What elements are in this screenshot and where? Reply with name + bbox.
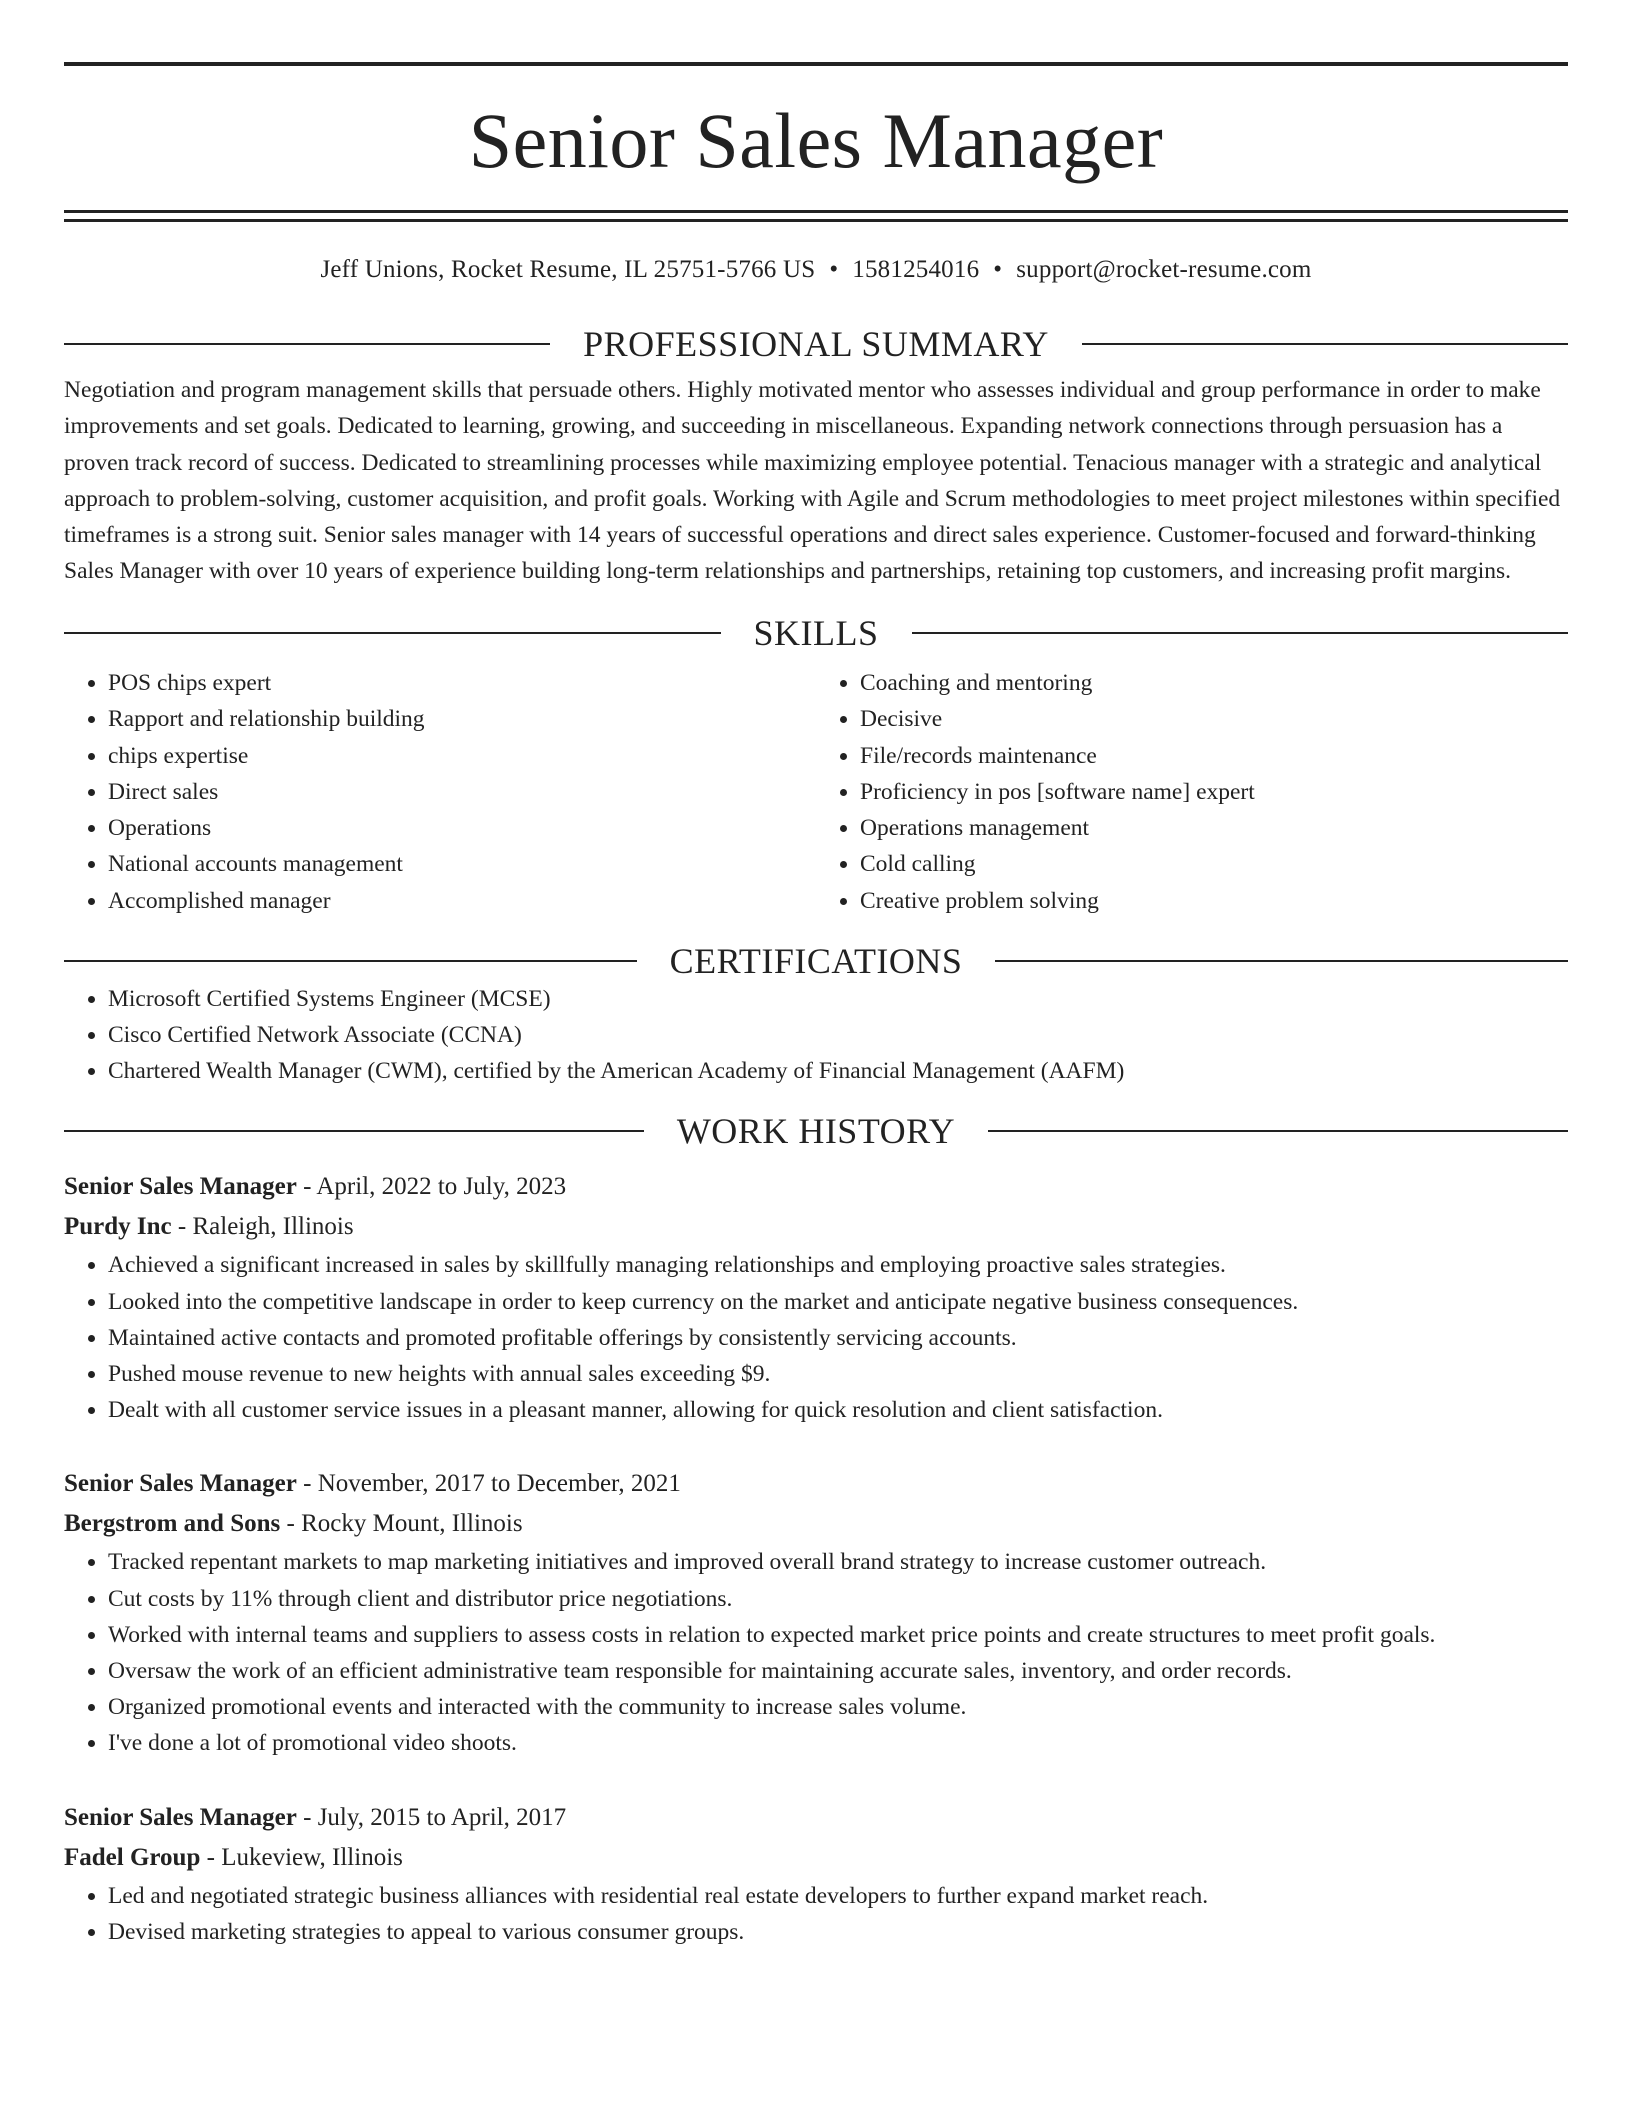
skill-item: • National accounts management xyxy=(108,846,816,882)
skill-item: • Proficiency in pos [software name] expert xyxy=(860,774,1568,810)
section-rule xyxy=(64,1130,644,1132)
section-rule xyxy=(1082,343,1568,345)
job-bullet: • Tracked repentant markets to map marketing initiatives and improved overall brand strategy to increase customer outreach. xyxy=(108,1544,1568,1580)
job-title-line xyxy=(64,1798,1568,1838)
contact-phone: 1581254016 xyxy=(852,256,980,283)
skills-right-list xyxy=(816,665,1568,918)
work-history-list xyxy=(64,1167,1568,1950)
skills-column-right xyxy=(816,665,1568,918)
skill-item: • File/records maintenance xyxy=(860,738,1568,774)
job-bullets xyxy=(64,1544,1568,1761)
certification-item: • Cisco Certified Network Associate (CCNA) xyxy=(108,1017,1568,1053)
job-dates: - July, 2015 to April, 2017 xyxy=(296,1803,567,1831)
job-bullet: • I've done a lot of promotional video shoots. xyxy=(108,1725,1568,1761)
skill-item: • chips expertise xyxy=(108,738,816,774)
skills-left-list xyxy=(64,665,816,918)
contact-line xyxy=(64,256,1568,284)
section-rule xyxy=(64,960,637,962)
job-company: Purdy Inc xyxy=(64,1213,172,1241)
job-entry xyxy=(64,1167,1568,1428)
contact-separator: • xyxy=(829,256,839,283)
job-company: Bergstrom and Sons xyxy=(64,1510,281,1538)
job-bullet: • Cut costs by 11% through client and distributor price negotiations. xyxy=(108,1581,1568,1617)
skill-item: • Accomplished manager xyxy=(108,883,816,919)
summary-heading: PROFESSIONAL SUMMARY xyxy=(583,324,1049,364)
certifications-list xyxy=(64,981,1568,1090)
section-rule xyxy=(64,343,550,345)
summary-text: Negotiation and program management skills that persuade others. Highly motivated mentor who assesses individual and group performance in order to make improvements and set goals. Dedicated to learning, growing, and succeeding in miscellaneous. Expanding network connections through persuasion has a proven track record of success. Dedicated to streamlining processes while maximizing employee potential. Tenacious manager with a strategic and analytical approach to problem-solving, customer acquisition, and profit goals. Working with Agile and Scrum methodologies to meet project milestones within specified timeframes is a strong suit. Senior sales manager with 14 years of successful operations and direct sales experience. Customer-focused and forward-thinking Sales Manager with over 10 years of experience building long-term relationships and partnerships, retaining top customers, and increasing profit margins. xyxy=(64,377,1561,585)
job-company-line xyxy=(64,1207,1568,1247)
job-bullets xyxy=(64,1878,1568,1950)
job-entry xyxy=(64,1464,1568,1761)
work-history-heading: WORK HISTORY xyxy=(676,1111,956,1152)
job-title-line xyxy=(64,1167,1568,1207)
skills-heading: SKILLS xyxy=(753,613,879,654)
skill-item: • Operations management xyxy=(860,810,1568,846)
top-rule xyxy=(64,62,1568,66)
section-rule xyxy=(912,632,1569,634)
job-role: Senior Sales Manager xyxy=(64,1803,297,1831)
job-dates: - November, 2017 to December, 2021 xyxy=(296,1470,681,1498)
job-bullet: • Pushed mouse revenue to new heights with annual sales exceeding $9. xyxy=(108,1356,1568,1392)
job-location: - Rocky Mount, Illinois xyxy=(280,1510,523,1538)
job-role: Senior Sales Manager xyxy=(64,1173,297,1201)
job-bullet: • Looked into the competitive landscape in order to keep currency on the market and anticipate negative business consequences. xyxy=(108,1284,1568,1320)
summary-section-header xyxy=(64,324,1568,364)
certification-item: • Microsoft Certified Systems Engineer (MCSE) xyxy=(108,981,1568,1017)
skill-item: • Direct sales xyxy=(108,774,816,810)
job-company: Fadel Group xyxy=(64,1843,201,1871)
resume-title: Senior Sales Manager xyxy=(468,97,1164,184)
contact-separator: • xyxy=(993,256,1003,283)
section-rule xyxy=(995,960,1568,962)
skills-list xyxy=(64,665,1568,918)
job-company-line xyxy=(64,1504,1568,1544)
job-bullet: • Maintained active contacts and promoted profitable offerings by consistently servicing accounts. xyxy=(108,1320,1568,1356)
job-bullet: • Dealt with all customer service issues in a pleasant manner, allowing for quick resolution and client satisfaction. xyxy=(108,1392,1568,1428)
skill-item: • Operations xyxy=(108,810,816,846)
contact-email[interactable]: support@rocket-resume.com xyxy=(1016,256,1312,283)
job-dates: - April, 2022 to July, 2023 xyxy=(296,1173,567,1201)
job-entry xyxy=(64,1798,1568,1950)
section-rule xyxy=(988,1130,1568,1132)
certifications-heading: CERTIFICATIONS xyxy=(669,940,963,981)
certifications-section-header xyxy=(64,941,1568,981)
job-bullet: • Devised marketing strategies to appeal to various consumer groups. xyxy=(108,1914,1568,1950)
job-bullets xyxy=(64,1247,1568,1428)
job-company-line xyxy=(64,1838,1568,1878)
job-bullet: • Worked with internal teams and suppliers to assess costs in relation to expected market price points and create structures to meet profit goals. xyxy=(108,1617,1568,1653)
job-bullet: • Led and negotiated strategic business alliances with residential real estate developers to further expand market reach. xyxy=(108,1878,1568,1914)
job-title-line xyxy=(64,1464,1568,1504)
job-location: - Raleigh, Illinois xyxy=(171,1213,354,1241)
work-history-section-header xyxy=(64,1111,1568,1151)
job-bullet: • Achieved a significant increased in sales by skillfully managing relationships and employing proactive sales strategies. xyxy=(108,1247,1568,1283)
skill-item: • Creative problem solving xyxy=(860,883,1568,919)
skill-item: • Rapport and relationship building xyxy=(108,701,816,737)
certification-item: • Chartered Wealth Manager (CWM), certified by the American Academy of Financial Management (AAFM) xyxy=(108,1053,1568,1089)
job-role: Senior Sales Manager xyxy=(64,1470,297,1498)
section-rule xyxy=(64,632,721,634)
skills-column-left xyxy=(64,665,816,918)
skills-section-header xyxy=(64,613,1568,653)
skill-item: • Cold calling xyxy=(860,846,1568,882)
contact-address: Jeff Unions, Rocket Resume, IL 25751-5766 US xyxy=(320,256,816,283)
job-bullet: • Organized promotional events and interacted with the community to increase sales volume. xyxy=(108,1689,1568,1725)
job-bullet: • Oversaw the work of an efficient administrative team responsible for maintaining accurate sales, inventory, and order records. xyxy=(108,1653,1568,1689)
skill-item: • POS chips expert xyxy=(108,665,816,701)
skill-item: • Coaching and mentoring xyxy=(860,665,1568,701)
title-double-rule xyxy=(64,210,1568,222)
skill-item: • Decisive xyxy=(860,701,1568,737)
job-location: - Lukeview, Illinois xyxy=(200,1843,403,1871)
